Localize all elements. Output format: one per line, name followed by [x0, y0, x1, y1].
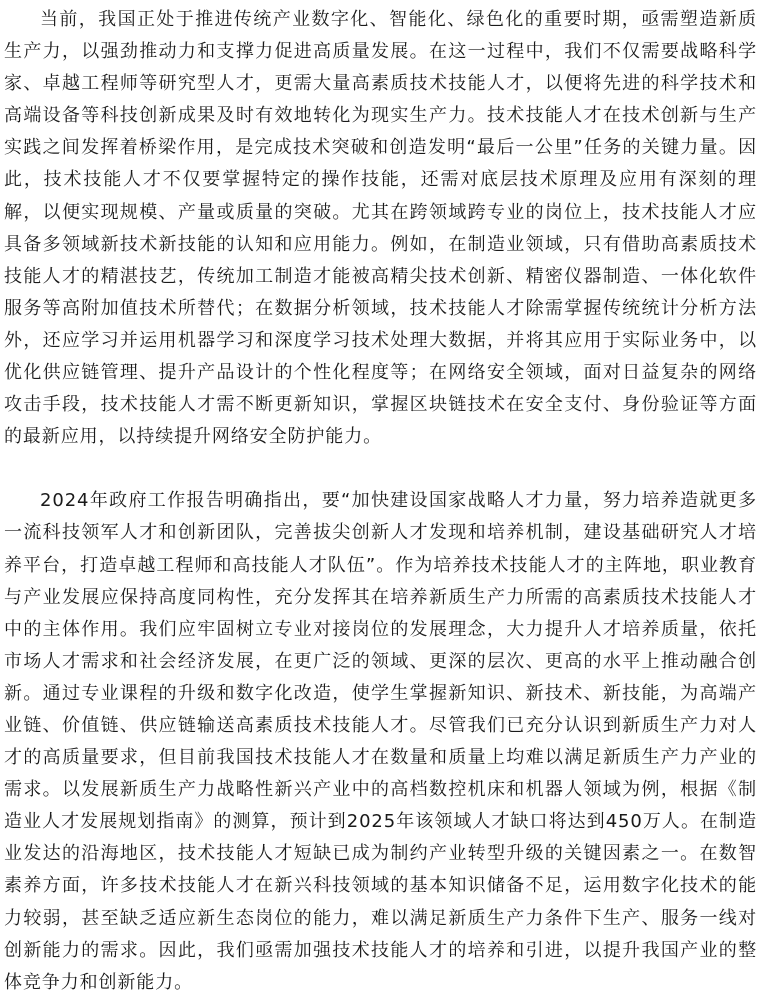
article-body [4, 4, 757, 999]
paragraph-government-work-report: 2024年政府工作报告明确指出，要“加快建设国家战略人才力量，努力培养造就更多一流科技领军人才和创新团队，完善拔尖创新人才发现和培养机制，建设基础研究人才培养平台，打造卓越工程师和高技能人才队伍”。作为培养技术技能人才的主阵地，职业教育与产业发展应保持高度同构性，充分发挥其在培养新质生产力所需的高素质技术技能人才中的主体作用。我们应牢固树立专业对接岗位的发展理念，大力提升人才培养质量，依托市场人才需求和社会经济发展，在更广泛的领域、更深的层次、更高的水平上推动融合创新。通过专业课程的升级和数字化改造，使学生掌握新知识、新技术、新技能，为高端产业链、价值链、供应链输送高素质技术技能人才。尽管我们已充分认识到新质生产力对人才的高质量要求，但目前我国技术技能人才在数量和质量上均难以满足新质生产力产业的需求。以发展新质生产力战略性新兴产业中的高档数控机床和机器人领域为例，根据《制造业人才发展规划指南》的测算，预计到2025年该领域人才缺口将达到450万人。在制造业发达的沿海地区，技术技能人才短缺已成为制约产业转型升级的关键因素之一。在数智素养方面，许多技术技能人才在新兴科技领域的基本知识储备不足，运用数字化技术的能力较弱，甚至缺乏适应新生态岗位的能力，难以满足新质生产力条件下生产、服务一线对创新能力的需求。因此，我们亟需加强技术技能人才的培养和引进，以提升我国产业的整体竞争力和创新能力。 [4, 490, 757, 993]
paragraph-new-productivity-talent: 当前，我国正处于推进传统产业数字化、智能化、绿色化的重要时期，亟需塑造新质生产力，以强劲推动力和支撑力促进高质量发展。在这一过程中，我们不仅需要战略科学家、卓越工程师等研究型人才，更需大量高素质技术技能人才，以便将先进的科学技术和高端设备等科技创新成果及时有效地转化为现实生产力。技术技能人才在技术创新与生产实践之间发挥着桥梁作用，是完成技术突破和创造发明“最后一公里”任务的关键力量。因此，技术技能人才不仅要掌握特定的操作技能，还需对底层技术原理及应用有深刻的理解，以便实现规模、产量或质量的突破。尤其在跨领域跨专业的岗位上，技术技能人才应具备多领域新技术新技能的认知和应用能力。例如，在制造业领域，只有借助高素质技术技能人才的精湛技艺，传统加工制造才能被高精尖技术创新、精密仪器制造、一体化软件服务等高附加值技术所替代；在数据分析领域，技术技能人才除需掌握传统统计分析方法外，还应学习并运用机器学习和深度学习技术处理大数据，并将其应用于实际业务中，以优化供应链管理、提升产品设计的个性化程度等；在网络安全领域，面对日益复杂的网络攻击手段，技术技能人才需不断更新知识，掌握区块链技术在安全支付、身份验证等方面的最新应用，以持续提升网络安全防护能力。 [4, 9, 757, 448]
